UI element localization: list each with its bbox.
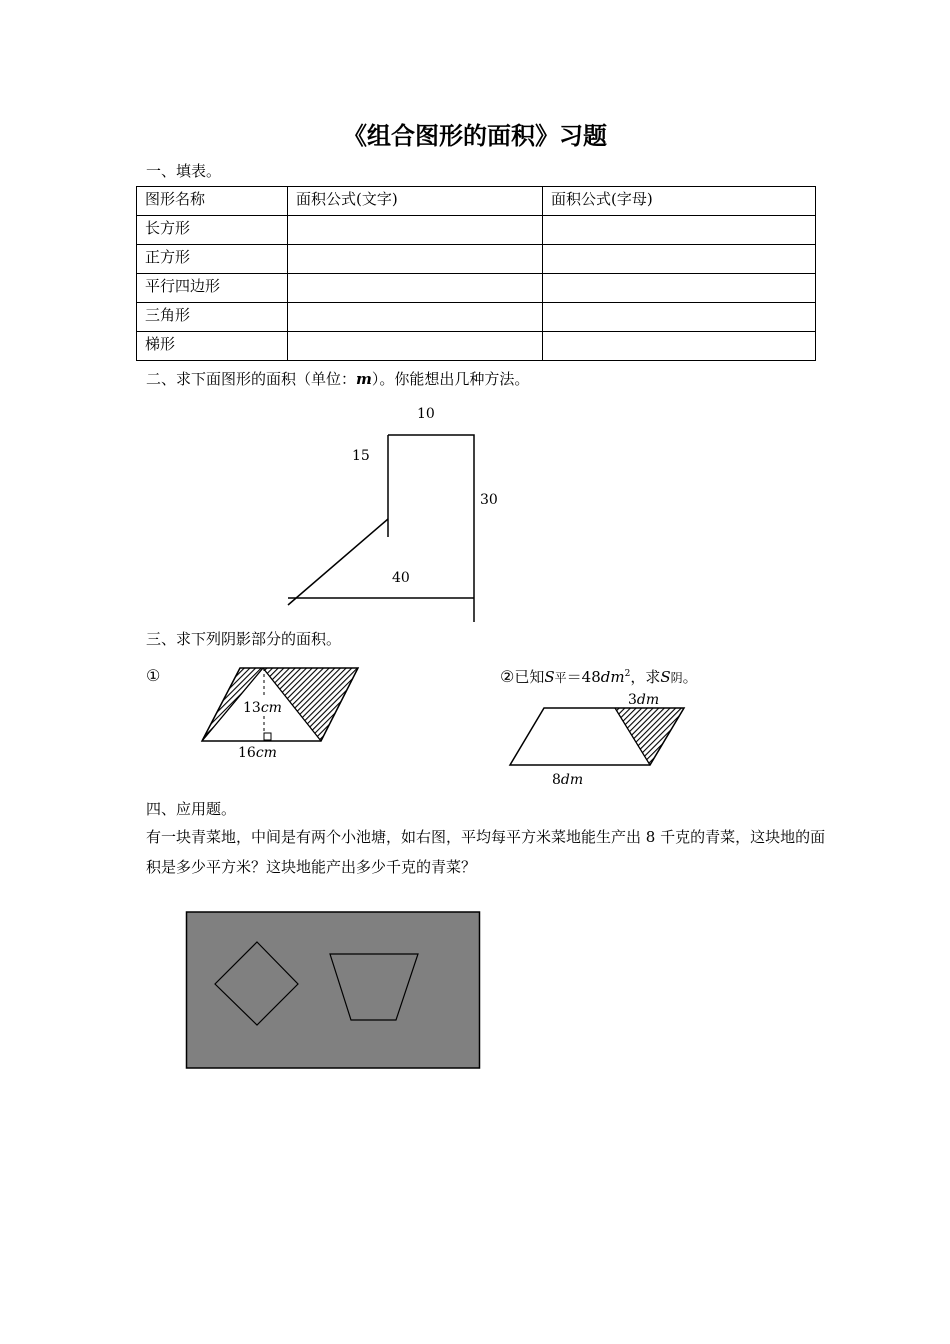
section2-heading-pre: 二、求下面图形的面积（单位： [146, 370, 357, 388]
text-formula-cell[interactable] [288, 303, 543, 332]
cond-pre: 已知 [514, 668, 545, 686]
label-top-length [628, 692, 659, 708]
label-bottom: 40 [392, 570, 410, 586]
section3-heading: 三、求下列阴影部分的面积。 [146, 630, 342, 648]
section1-heading: 一、填表。 [146, 162, 222, 180]
shaded-triangle [615, 708, 684, 765]
table-header-row [137, 187, 816, 216]
vegetable-field-figure [185, 910, 483, 1072]
table-header: 图形名称 [137, 187, 288, 216]
figure2-marker: ② [500, 667, 515, 686]
shape-name-cell: 梯形 [137, 332, 288, 361]
label-right: 30 [480, 492, 498, 508]
table-row [137, 274, 816, 303]
vegetable-field [187, 912, 480, 1068]
s-letter-2: S [660, 668, 671, 686]
cond-mid: ，求 [630, 668, 661, 686]
text-formula-cell[interactable] [288, 332, 543, 361]
letter-formula-cell[interactable] [543, 274, 816, 303]
right-angle-mark [264, 733, 271, 740]
label-left: 15 [352, 448, 370, 464]
figure-outline-top-right [388, 435, 474, 622]
s-letter: S [544, 668, 555, 686]
letter-formula-cell[interactable] [543, 332, 816, 361]
cond-sup: 2 [624, 669, 631, 679]
text-formula-cell[interactable] [288, 274, 543, 303]
shape-name-cell: 平行四边形 [137, 274, 288, 303]
shape-name-cell: 三角形 [137, 303, 288, 332]
top-unit: dm [636, 692, 660, 708]
label-top: 10 [417, 406, 435, 422]
figure1-parallelogram [195, 660, 375, 765]
figure2-parallelogram [500, 685, 700, 790]
letter-formula-cell[interactable] [543, 216, 816, 245]
height-unit: cm [260, 700, 282, 716]
section4-heading: 四、应用题。 [146, 800, 237, 818]
shape-name-cell: 长方形 [137, 216, 288, 245]
figure1-marker: ① [146, 666, 161, 685]
base-number: 16 [238, 745, 256, 761]
table-header: 面积公式(文字) [288, 187, 543, 216]
cond-end: 。 [682, 668, 698, 686]
cond-unit: dm [600, 668, 625, 686]
text-formula-cell[interactable] [288, 245, 543, 274]
section2-heading-post: ）。你能想出几种方法。 [371, 370, 530, 388]
table-row [137, 245, 816, 274]
composite-figure [270, 395, 530, 630]
table-row [137, 332, 816, 361]
label-height [243, 700, 282, 716]
table-row [137, 216, 816, 245]
bottom-unit: dm [560, 772, 584, 788]
section2-unit: m [356, 370, 372, 388]
height-number: 13 [243, 700, 261, 716]
table-row [137, 303, 816, 332]
figure-diagonal-edge [288, 519, 388, 605]
sub-ping: 平 [554, 671, 567, 685]
label-base [238, 745, 277, 761]
letter-formula-cell[interactable] [543, 245, 816, 274]
cond-eq: ＝48 [566, 668, 601, 686]
shape-name-cell: 正方形 [137, 245, 288, 274]
base-unit: cm [255, 745, 277, 761]
formula-table [136, 186, 816, 361]
table-header: 面积公式(字母) [543, 187, 816, 216]
section4-problem: 有一块青菜地，中间是有两个小池塘，如右图，平均每平方米菜地能生产出 8 千克的青菜，这块地的面积是多少平方米？这块地能产出多少千克的青菜？ [146, 828, 826, 876]
top-number: 3 [628, 692, 637, 708]
text-formula-cell[interactable] [288, 216, 543, 245]
page-title: 《组合图形的面积》习题 [343, 121, 607, 150]
figure2-condition [500, 666, 698, 687]
section2-heading [146, 368, 529, 389]
label-bottom-length [552, 772, 583, 788]
letter-formula-cell[interactable] [543, 303, 816, 332]
bottom-number: 8 [552, 772, 561, 788]
sub-yin: 阴 [670, 671, 683, 685]
